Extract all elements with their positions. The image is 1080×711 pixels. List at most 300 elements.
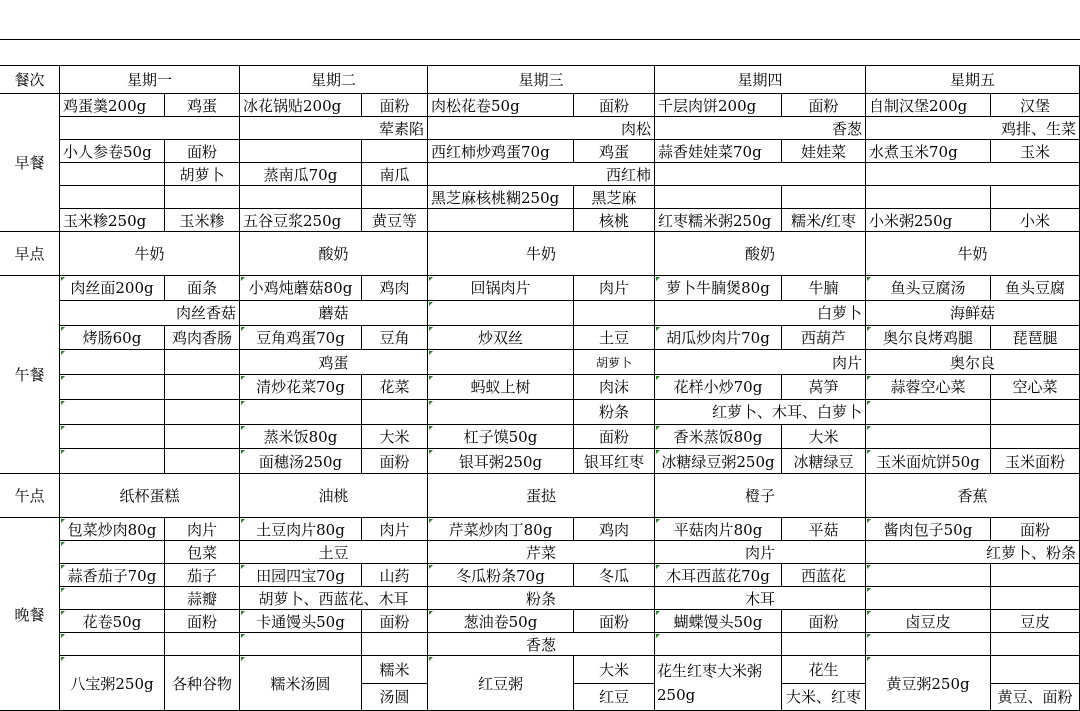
ingredient-d_mon_7i (165, 656, 240, 711)
ingredient-l_fri_1i-text: 鱼头豆腐 (1004, 279, 1065, 298)
ingredient-l_mon_3i (165, 326, 240, 351)
ingredient-b_tue_2i-text: 荤素陷 (378, 119, 424, 138)
ingredient-l_thu_5i-text: 莴笋 (808, 378, 839, 397)
dish-l_wed_5d (428, 375, 574, 400)
ingredient-b_wed_2i-text: 肉松 (620, 119, 651, 138)
ingredient-l_thu_7i-text: 大米 (808, 427, 839, 446)
ingredient-d_thu_2i (655, 541, 866, 564)
dish-b_mon_1d-text: 鸡蛋羹200g (63, 96, 147, 115)
ingredient-b_tue_2i (240, 117, 428, 140)
ingredient-d_mon_2i-text: 包菜 (186, 543, 217, 562)
dish-l_wed_8d (428, 449, 574, 474)
dish-b_wed_5d-text: 黑芝麻核桃糊250g (431, 188, 560, 207)
meal-morning-snack-text: 早点 (14, 245, 45, 263)
ingredient-b_tue_4i (362, 163, 428, 186)
dish-b_tue_5d (240, 186, 362, 209)
dish-d_fri_6d (866, 633, 991, 656)
ingredient-l_mon_2i-text: 肉丝香菇 (175, 304, 236, 323)
dish-b_thu_6d-text: 红枣糯米粥250g (658, 211, 772, 230)
ingredient-d_wed_4i-text: 粉条 (525, 589, 556, 608)
ingredient-l_thu_8i (782, 449, 866, 474)
ingredient-d_wed_4i (428, 587, 655, 610)
ingredient-b_fri_3i-text: 玉米 (1019, 142, 1050, 161)
dish-b_mon_6d-text: 玉米糁250g (63, 211, 147, 230)
meal-dinner-text: 晚餐 (14, 605, 45, 624)
ingredient-l_fri_1i (991, 276, 1080, 301)
ingredient-l_wed_3i-text: 土豆 (598, 328, 629, 347)
header-day-tue-text: 星期二 (310, 71, 356, 89)
dish-b_wed_1d-text: 肉松花卷50g (431, 96, 520, 115)
ingredient-l_fri_3i (991, 326, 1080, 351)
dish-b_tue_1d-text: 冰花锅贴200g (243, 96, 342, 115)
ingredient-b_tue_6i-text: 黄豆等 (371, 211, 417, 230)
morning-snack-thu (655, 232, 866, 276)
ingredient-d_tue_5i-text: 面粉 (379, 612, 410, 631)
dish-d_tue_7d-text: 糯米汤圆 (270, 674, 331, 693)
ingredient-d_wed_8i (574, 684, 655, 711)
morning-snack-wed-text: 牛奶 (525, 245, 556, 263)
dish-d_wed_7d (428, 656, 574, 711)
dish-l_tue_7d (240, 425, 362, 450)
afternoon-snack-mon-text: 纸杯蛋糕 (119, 487, 180, 505)
ingredient-l_thu_3i-text: 西葫芦 (800, 328, 846, 347)
dish-d_mon_3d (60, 564, 165, 587)
dish-l_wed_6d (428, 400, 574, 425)
meal-dinner (0, 518, 60, 711)
header-day-wed-text: 星期三 (518, 71, 564, 89)
dish-b_tue_3d (240, 140, 362, 163)
meal-breakfast (0, 94, 60, 232)
ingredient-b_tue_1i (362, 94, 428, 117)
dish-d_fri_5d (866, 610, 991, 633)
ingredient-b_wed_3i (574, 140, 655, 163)
ingredient-d_mon_4i-text: 蒜瓣 (186, 589, 217, 608)
ingredient-l_thu_6i (655, 400, 866, 425)
dish-b_mon_6d (60, 209, 165, 232)
meal-lunch-text: 午餐 (14, 366, 45, 384)
dish-d_mon_5d-text: 花卷50g (82, 612, 142, 631)
ingredient-l_mon_5i (165, 375, 240, 400)
dish-l_mon_1d (60, 276, 165, 301)
ingredient-b_fri_1i-text: 汉堡 (1019, 96, 1050, 115)
ingredient-l_wed_4i-text: 胡萝卜 (595, 355, 632, 370)
ingredient-l_fri_4i-text: 奥尔良 (949, 353, 995, 372)
ingredient-d_tue_7i (362, 656, 428, 684)
ingredient-d_wed_8i-text: 红豆 (598, 688, 629, 707)
morning-snack-tue-text: 酸奶 (318, 245, 349, 263)
ingredient-d_wed_5i-text: 面粉 (598, 612, 629, 631)
ingredient-d_tue_8i (362, 684, 428, 711)
dish-d_tue_3d (240, 564, 362, 587)
ingredient-d_wed_3i (574, 564, 655, 587)
dish-b_fri_5d (866, 186, 991, 209)
header-meal-text: 餐次 (14, 71, 45, 89)
ingredient-d_wed_3i-text: 冬瓜 (598, 566, 629, 585)
ingredient-l_thu_5i (782, 375, 866, 400)
ingredient-l_thu_2i-text: 白萝卜 (816, 304, 862, 323)
ingredient-b_thu_2i-text: 香葱 (831, 119, 862, 138)
dish-l_thu_3d (655, 326, 782, 351)
dish-l_fri_5d (866, 375, 991, 400)
dish-d_thu_1d (655, 518, 782, 541)
dish-b_mon_3d-text: 小人参卷50g (63, 142, 152, 161)
ingredient-d_thu_3i (782, 564, 866, 587)
ingredient-d_fri_2i-text: 红萝卜、粉条 (985, 543, 1076, 562)
ingredient-l_fri_6i (991, 400, 1080, 425)
ingredient-d_fri_2i (866, 541, 1080, 564)
ingredient-l_wed_7i-text: 面粉 (598, 427, 629, 446)
header-day-thu (655, 66, 866, 94)
ingredient-l_fri_8i (991, 449, 1080, 474)
ingredient-d_mon_3i (165, 564, 240, 587)
dish-b_wed_5d (428, 186, 574, 209)
dish-b_tue_1d (240, 94, 362, 117)
morning-snack-thu-text: 酸奶 (744, 245, 775, 263)
ingredient-l_tue_3i-text: 豆角 (379, 328, 410, 347)
ingredient-d_wed_6i (428, 633, 655, 656)
ingredient-l_wed_6i-text: 粉条 (598, 403, 629, 422)
afternoon-snack-wed (428, 474, 655, 518)
ingredient-b_wed_4i (428, 163, 655, 186)
ingredient-l_thu_4i (655, 350, 866, 375)
header-day-mon (60, 66, 240, 94)
ingredient-b_mon_1i (165, 94, 240, 117)
meal-afternoon-snack (0, 474, 60, 518)
ingredient-d_mon_3i-text: 茄子 (186, 566, 217, 585)
ingredient-d_wed_2i (428, 541, 655, 564)
dish-d_thu_7d (655, 656, 782, 711)
dish-b_thu_5d (655, 186, 782, 209)
ingredient-b_mon_2i (60, 117, 240, 140)
dish-d_wed_1d-text: 芹菜炒肉丁80g (448, 520, 553, 539)
afternoon-snack-wed-text: 蛋挞 (525, 487, 556, 505)
dish-l_wed_8d-text: 银耳粥250g (458, 452, 543, 471)
ingredient-l_fri_2i-text: 海鲜菇 (949, 304, 995, 323)
ingredient-l_thu_3i (782, 326, 866, 351)
ingredient-d_fri_1i-text: 面粉 (1019, 520, 1050, 539)
ingredient-b_mon_5i (165, 186, 240, 209)
meal-afternoon-snack-text: 午点 (14, 487, 45, 505)
ingredient-l_thu_1i (782, 276, 866, 301)
ingredient-b_tue_4i-text: 南瓜 (379, 165, 410, 184)
header-day-fri (866, 66, 1080, 94)
dish-l_thu_1d-text: 萝卜牛腩煲80g (666, 279, 770, 298)
ingredient-b_tue_5i (362, 186, 428, 209)
ingredient-d_tue_8i-text: 汤圆 (379, 688, 410, 707)
ingredient-l_mon_4i (165, 350, 240, 375)
dish-l_tue_3d (240, 326, 362, 351)
ingredient-d_thu_6i (782, 633, 866, 656)
ingredient-l_wed_7i (574, 425, 655, 450)
dish-l_mon_3d (60, 326, 165, 351)
ingredient-d_fri_5i-text: 豆皮 (1019, 612, 1050, 631)
dish-d_tue_3d-text: 田园四宝70g (256, 566, 345, 585)
header-day-mon-text: 星期一 (126, 71, 172, 89)
ingredient-l_mon_8i (165, 449, 240, 474)
ingredient-d_thu_8i-text: 大米、红枣 (785, 688, 861, 707)
dish-b_fri_6d-text: 小米粥250g (869, 211, 953, 230)
ingredient-d_thu_8i (782, 684, 866, 711)
dish-b_tue_6d (240, 209, 362, 232)
meal-morning-snack (0, 232, 60, 276)
afternoon-snack-thu (655, 474, 866, 518)
ingredient-b_mon_3i (165, 140, 240, 163)
ingredient-b_wed_6i (574, 209, 655, 232)
ingredient-b_wed_5i (574, 186, 655, 209)
date-range-row (0, 40, 1080, 66)
ingredient-d_thu_5i (782, 610, 866, 633)
dish-l_mon_8d (60, 449, 165, 474)
ingredient-d_mon_6i (165, 633, 240, 656)
dish-l_mon_1d-text: 肉丝面200g (70, 279, 154, 298)
afternoon-snack-thu-text: 橙子 (744, 487, 775, 505)
dish-d_mon_6d (60, 633, 165, 656)
ingredient-l_fri_8i-text: 玉米面粉 (1004, 452, 1065, 471)
ingredient-d_thu_1i-text: 平菇 (808, 520, 839, 539)
ingredient-d_fri_3i (991, 564, 1080, 587)
dish-b_wed_1d (428, 94, 574, 117)
ingredient-b_wed_6i-text: 核桃 (598, 211, 629, 230)
dish-d_fri_4d (866, 587, 991, 610)
ingredient-l_fri_5i (991, 375, 1080, 400)
dish-d_thu_5d (655, 610, 782, 633)
dish-d_thu_3d (655, 564, 782, 587)
dish-d_mon_1d-text: 包菜炒肉80g (67, 520, 157, 539)
dish-l_wed_2d (428, 301, 574, 326)
ingredient-d_mon_1i-text: 肉片 (186, 520, 217, 539)
dish-d_thu_7d-text: 花生红枣大米粥250g (657, 662, 763, 704)
dish-l_mon_7d (60, 425, 165, 450)
ingredient-d_fri_6i (991, 633, 1080, 656)
ingredient-d_wed_7i (574, 656, 655, 684)
afternoon-snack-tue (240, 474, 428, 518)
ingredient-l_mon_1i-text: 面条 (186, 279, 217, 298)
ingredient-l_tue_4i (240, 350, 428, 375)
ingredient-d_fri_4i (991, 587, 1080, 610)
ingredient-b_mon_1i-text: 鸡蛋 (186, 96, 217, 115)
dish-d_mon_5d (60, 610, 165, 633)
dish-b_fri_1d-text: 自制汉堡200g (869, 96, 968, 115)
ingredient-d_fri_1i (991, 518, 1080, 541)
dish-l_thu_7d-text: 香米蒸饭80g (673, 427, 763, 446)
dish-l_tue_1d-text: 小鸡炖蘑菇80g (248, 279, 353, 298)
dish-l_tue_6d (240, 400, 362, 425)
ingredient-b_fri_2i (866, 117, 1080, 140)
dish-l_thu_8d-text: 冰糖绿豆粥250g (661, 452, 775, 471)
ingredient-b_thu_4i (655, 163, 866, 186)
dish-d_fri_7d (866, 656, 991, 711)
dish-b_wed_3d (428, 140, 574, 163)
dish-d_fri_7d-text: 黄豆粥250g (886, 674, 970, 693)
ingredient-l_wed_1i (574, 276, 655, 301)
ingredient-d_wed_5i (574, 610, 655, 633)
ingredient-b_mon_6i-text: 玉米糁 (179, 211, 225, 230)
ingredient-b_tue_3i (362, 140, 428, 163)
dish-l_wed_1d-text: 回锅肉片 (470, 279, 531, 298)
dish-l_thu_1d (655, 276, 782, 301)
dish-d_tue_5d (240, 610, 362, 633)
ingredient-b_wed_1i (574, 94, 655, 117)
dish-l_fri_1d-text: 鱼头豆腐汤 (890, 279, 966, 298)
ingredient-l_tue_1i-text: 鸡肉 (379, 279, 410, 298)
ingredient-b_wed_4i-text: 西红柿 (605, 165, 651, 184)
ingredient-b_wed_5i-text: 黑芝麻 (591, 188, 637, 207)
dish-d_tue_6d (240, 633, 362, 656)
ingredient-d_tue_5i (362, 610, 428, 633)
ingredient-l_thu_8i-text: 冰糖绿豆 (793, 452, 854, 471)
dish-d_thu_5d-text: 蝴蝶馒头50g (673, 612, 763, 631)
dish-l_thu_8d (655, 449, 782, 474)
dish-l_fri_3d (866, 326, 991, 351)
meal-breakfast-text: 早餐 (14, 154, 45, 172)
afternoon-snack-fri-text: 香蕉 (957, 487, 988, 505)
ingredient-l_fri_2i (866, 301, 1080, 326)
dish-d_mon_1d (60, 518, 165, 541)
ingredient-d_tue_6i (362, 633, 428, 656)
ingredient-l_wed_8i (574, 449, 655, 474)
ingredient-b_thu_3i (782, 140, 866, 163)
ingredient-l_mon_7i (165, 425, 240, 450)
dish-l_tue_5d-text: 清炒花菜70g (256, 378, 345, 397)
dish-b_fri_6d (866, 209, 991, 232)
ingredient-d_mon_5i-text: 面粉 (186, 612, 217, 631)
ingredient-b_fri_4i (866, 163, 1080, 186)
dish-l_wed_4d (428, 350, 574, 375)
dish-d_thu_6d (655, 633, 782, 656)
ingredient-l_wed_5i (574, 375, 655, 400)
dish-l_wed_5d-text: 蚂蚁上树 (470, 378, 531, 397)
dish-b_wed_6d (428, 209, 574, 232)
ingredient-l_tue_7i-text: 大米 (379, 427, 410, 446)
ingredient-d_wed_2i-text: 芹菜 (525, 543, 556, 562)
header-day-fri-text: 星期五 (949, 71, 995, 89)
afternoon-snack-mon (60, 474, 240, 518)
ingredient-l_wed_6i (574, 400, 655, 425)
ingredient-d_wed_7i-text: 大米 (598, 660, 629, 679)
ingredient-l_tue_5i-text: 花菜 (379, 378, 410, 397)
ingredient-l_thu_1i-text: 牛腩 (808, 279, 839, 298)
ingredient-b_fri_6i-text: 小米 (1019, 211, 1050, 230)
ingredient-d_tue_4i-text: 胡萝卜、西蓝花、木耳 (258, 589, 409, 608)
dish-l_fri_8d (866, 449, 991, 474)
ingredient-l_tue_7i (362, 425, 428, 450)
ingredient-d_tue_3i (362, 564, 428, 587)
ingredient-l_fri_5i-text: 空心菜 (1012, 378, 1058, 397)
morning-snack-fri-text: 牛奶 (957, 245, 988, 263)
morning-snack-mon-text: 牛奶 (134, 245, 165, 263)
ingredient-d_tue_1i (362, 518, 428, 541)
ingredient-d_wed_1i-text: 鸡肉 (598, 520, 629, 539)
ingredient-d_tue_3i-text: 山药 (379, 566, 410, 585)
ingredient-b_fri_3i (991, 140, 1080, 163)
dish-l_thu_5d (655, 375, 782, 400)
menu-title (0, 0, 1080, 40)
dish-l_fri_5d-text: 蒜蓉空心菜 (890, 378, 966, 397)
ingredient-b_mon_6i (165, 209, 240, 232)
ingredient-b_fri_5i (991, 186, 1080, 209)
ingredient-l_tue_4i-text: 鸡蛋 (318, 353, 349, 372)
dish-l_thu_5d-text: 花样小炒70g (673, 378, 763, 397)
dish-d_wed_7d-text: 红豆粥 (477, 674, 523, 693)
ingredient-l_thu_2i (655, 301, 866, 326)
dish-l_wed_1d (428, 276, 574, 301)
dish-b_tue_6d-text: 五谷豆浆250g (243, 211, 342, 230)
ingredient-d_thu_4i (655, 587, 866, 610)
ingredient-l_wed_8i-text: 银耳红枣 (583, 452, 644, 471)
dish-d_fri_1d (866, 518, 991, 541)
afternoon-snack-tue-text: 油桃 (318, 487, 349, 505)
dish-b_mon_4d (60, 163, 165, 186)
header-meal (0, 66, 60, 94)
ingredient-d_tue_7i-text: 糯米 (379, 660, 410, 679)
ingredient-l_tue_2i-text: 蘑菇 (318, 304, 349, 323)
dish-l_wed_7d (428, 425, 574, 450)
dish-b_thu_1d (655, 94, 782, 117)
ingredient-d_fri_7a (991, 656, 1080, 684)
dish-d_mon_7d (60, 656, 165, 711)
afternoon-snack-fri (866, 474, 1080, 518)
dish-b_thu_3d (655, 140, 782, 163)
dish-b_fri_3d-text: 水煮玉米70g (869, 142, 958, 161)
ingredient-d_fri_7i (991, 684, 1080, 711)
ingredient-l_fri_3i-text: 琵琶腿 (1012, 328, 1058, 347)
ingredient-d_thu_5i-text: 面粉 (808, 612, 839, 631)
ingredient-d_thu_4i-text: 木耳 (744, 589, 775, 608)
dish-l_fri_3d-text: 奥尔良烤鸡腿 (882, 328, 973, 347)
header-day-tue (240, 66, 428, 94)
ingredient-l_tue_5i (362, 375, 428, 400)
ingredient-l_tue_2i (240, 301, 428, 326)
dish-b_thu_1d-text: 千层肉饼200g (658, 96, 757, 115)
dish-b_wed_3d-text: 西红柿炒鸡蛋70g (431, 142, 550, 161)
ingredient-b_thu_6i (782, 209, 866, 232)
dish-l_mon_6d (60, 400, 165, 425)
ingredient-d_fri_5i (991, 610, 1080, 633)
dish-d_thu_3d-text: 木耳西蓝花70g (666, 566, 770, 585)
dish-l_mon_3d-text: 烤肠60g (82, 328, 142, 347)
ingredient-d_mon_1i (165, 518, 240, 541)
dish-d_wed_3d (428, 564, 574, 587)
ingredient-l_tue_8i (362, 449, 428, 474)
dish-d_wed_3d-text: 冬瓜粉条70g (456, 566, 545, 585)
ingredient-b_wed_2i (428, 117, 655, 140)
ingredient-b_tue_1i-text: 面粉 (379, 96, 410, 115)
ingredient-b_mon_4i (165, 163, 240, 186)
ingredient-b_wed_1i-text: 面粉 (598, 96, 629, 115)
dish-d_mon_3d-text: 蒜香茄子70g (67, 566, 157, 585)
dish-d_fri_5d-text: 卤豆皮 (905, 612, 951, 631)
ingredient-l_fri_4i (866, 350, 1080, 375)
ingredient-l_tue_6i (362, 400, 428, 425)
dish-l_tue_1d (240, 276, 362, 301)
dish-d_tue_1d (240, 518, 362, 541)
ingredient-l_fri_7i (991, 425, 1080, 450)
ingredient-l_wed_2i (574, 301, 655, 326)
dish-l_mon_4d (60, 350, 165, 375)
ingredient-d_mon_2i (165, 541, 240, 564)
ingredient-d_wed_6i-text: 香葱 (525, 635, 556, 654)
ingredient-l_mon_1i (165, 276, 240, 301)
dish-d_mon_2d (60, 541, 165, 564)
ingredient-l_thu_4i-text: 肉片 (831, 353, 862, 372)
ingredient-d_mon_5i (165, 610, 240, 633)
dish-d_fri_1d-text: 酱肉包子50g (883, 520, 973, 539)
ingredient-b_mon_4i-text: 胡萝卜 (179, 165, 225, 184)
dish-l_thu_3d-text: 胡瓜炒肉片70g (666, 328, 770, 347)
ingredient-d_thu_3i-text: 西蓝花 (800, 566, 846, 585)
ingredient-d_thu_7i-text: 花生 (808, 660, 839, 679)
ingredient-b_fri_2i-text: 鸡排、生菜 (1000, 119, 1076, 138)
